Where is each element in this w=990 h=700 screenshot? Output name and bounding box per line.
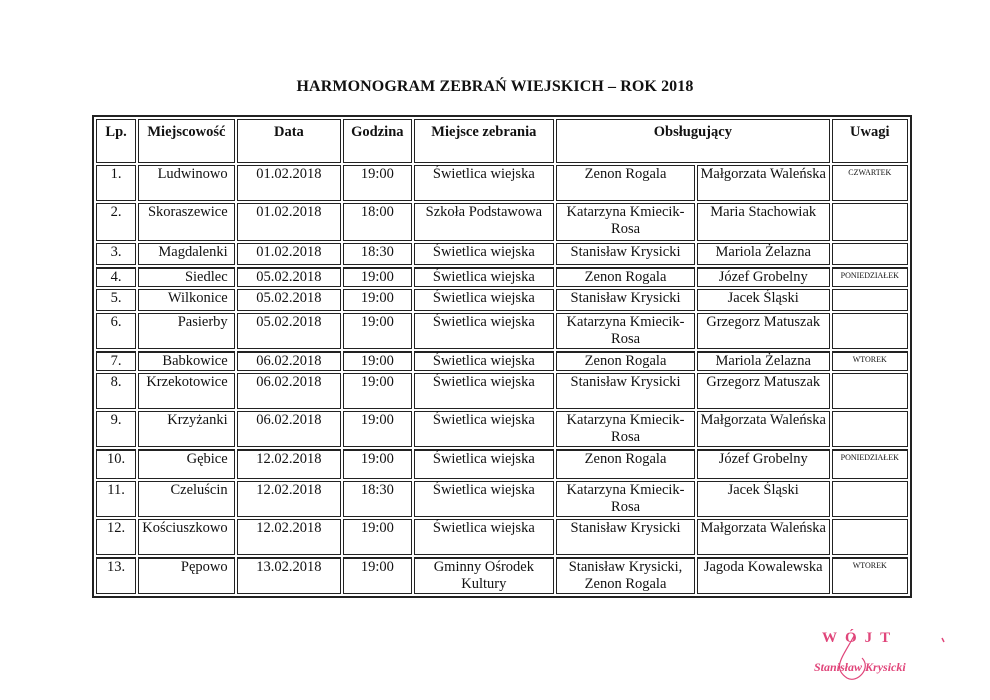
cell-obs1: Zenon Rogala <box>556 351 695 371</box>
document-title: HARMONOGRAM ZEBRAŃ WIEJSKICH – ROK 2018 <box>296 78 694 95</box>
cell-lp: 5. <box>96 289 136 311</box>
table-row <box>96 289 908 311</box>
cell-uwagi <box>832 289 908 311</box>
cell-miejscowosc: Magdalenki <box>138 243 234 265</box>
cell-lp: 11. <box>96 481 136 517</box>
cell-miejscowosc: Wilkonice <box>138 289 234 311</box>
cell-uwagi: CZWARTEK <box>832 165 908 201</box>
cell-godzina: 19:00 <box>343 267 411 287</box>
cell-miejscowosc: Pasierby <box>138 313 234 349</box>
cell-miejscowosc: Siedlec <box>138 267 234 287</box>
cell-lp: 2. <box>96 203 136 241</box>
cell-godzina: 19:00 <box>343 449 411 479</box>
cell-miejscowosc: Skoraszewice <box>138 203 234 241</box>
cell-data: 05.02.2018 <box>237 289 342 311</box>
cell-miejscowosc: Kościuszkowo <box>138 519 234 555</box>
cell-godzina: 19:00 <box>343 351 411 371</box>
cell-data: 12.02.2018 <box>237 519 342 555</box>
cell-uwagi <box>832 313 908 349</box>
cell-uwagi: WTOREK <box>832 351 908 371</box>
cell-obs1: Katarzyna Kmiecik-Rosa <box>556 203 695 241</box>
cell-miejscowosc: Gębice <box>138 449 234 479</box>
cell-miejscowosc: Krzekotowice <box>138 373 234 409</box>
table-row <box>96 519 908 555</box>
cell-uwagi: PONIEDZIAŁEK <box>832 449 908 479</box>
cell-lp: 8. <box>96 373 136 409</box>
cell-lp: 7. <box>96 351 136 371</box>
cell-lp: 12. <box>96 519 136 555</box>
cell-obs1: Stanisław Krysicki <box>556 243 695 265</box>
table-row <box>96 243 908 265</box>
header-miejscowosc: Miejscowość <box>138 119 234 163</box>
cell-miejsce: Świetlica wiejska <box>414 351 555 371</box>
cell-obs2: Jacek Śląski <box>697 481 830 517</box>
cell-godzina: 19:00 <box>343 313 411 349</box>
stamp-name: Stanisław Krysicki <box>814 660 906 674</box>
cell-data: 12.02.2018 <box>237 481 342 517</box>
cell-data: 06.02.2018 <box>237 373 342 409</box>
cell-obs1: Zenon Rogala <box>556 165 695 201</box>
cell-godzina: 18:30 <box>343 243 411 265</box>
table-row <box>96 313 908 349</box>
cell-data: 12.02.2018 <box>237 449 342 479</box>
cell-obs1: Katarzyna Kmiecik-Rosa <box>556 313 695 349</box>
cell-godzina: 18:30 <box>343 481 411 517</box>
cell-uwagi <box>832 519 908 555</box>
cell-obs1: Stanisław Krysicki, Zenon Rogala <box>556 557 695 594</box>
cell-uwagi: WTOREK <box>832 557 908 594</box>
cell-godzina: 19:00 <box>343 165 411 201</box>
cell-miejscowosc: Krzyżanki <box>138 411 234 447</box>
cell-obs2: Maria Stachowiak <box>697 203 830 241</box>
cell-obs1: Stanisław Krysicki <box>556 289 695 311</box>
table-row <box>96 449 908 479</box>
cell-lp: 4. <box>96 267 136 287</box>
cell-godzina: 19:00 <box>343 519 411 555</box>
cell-obs1: Katarzyna Kmiecik-Rosa <box>556 411 695 447</box>
cell-godzina: 18:00 <box>343 203 411 241</box>
cell-obs2: Małgorzata Waleńska <box>697 411 830 447</box>
cell-uwagi <box>832 203 908 241</box>
cell-miejscowosc: Czeluścin <box>138 481 234 517</box>
cell-data: 01.02.2018 <box>237 203 342 241</box>
cell-uwagi: PONIEDZIAŁEK <box>832 267 908 287</box>
header-data: Data <box>237 119 342 163</box>
cell-miejsce: Świetlica wiejska <box>414 313 555 349</box>
cell-miejsce: Świetlica wiejska <box>414 243 555 265</box>
cell-godzina: 19:00 <box>343 373 411 409</box>
cell-obs1: Zenon Rogala <box>556 449 695 479</box>
cell-obs2: Grzegorz Matuszak <box>697 373 830 409</box>
cell-miejsce: Świetlica wiejska <box>414 481 555 517</box>
table-row <box>96 481 908 517</box>
cell-miejscowosc: Babkowice <box>138 351 234 371</box>
cell-miejscowosc: Ludwinowo <box>138 165 234 201</box>
cell-uwagi <box>832 243 908 265</box>
cell-miejscowosc: Pępowo <box>138 557 234 594</box>
table-row <box>96 373 908 409</box>
cell-lp: 1. <box>96 165 136 201</box>
table-row <box>96 203 908 241</box>
cell-obs1: Stanisław Krysicki <box>556 373 695 409</box>
header-miejsce: Miejsce zebrania <box>414 119 555 163</box>
table-row <box>96 351 908 371</box>
cell-miejsce: Świetlica wiejska <box>414 165 555 201</box>
cell-data: 01.02.2018 <box>237 243 342 265</box>
cell-lp: 10. <box>96 449 136 479</box>
table-row <box>96 411 908 447</box>
cell-data: 06.02.2018 <box>237 411 342 447</box>
cell-lp: 9. <box>96 411 136 447</box>
cell-godzina: 19:00 <box>343 289 411 311</box>
cell-obs2: Mariola Żelazna <box>697 351 830 371</box>
header-lp: Lp. <box>96 119 136 163</box>
header-godzina: Godzina <box>343 119 411 163</box>
cell-data: 06.02.2018 <box>237 351 342 371</box>
cell-miejsce: Świetlica wiejska <box>414 267 555 287</box>
cell-lp: 3. <box>96 243 136 265</box>
cell-obs2: Mariola Żelazna <box>697 243 830 265</box>
cell-obs2: Małgorzata Waleńska <box>697 165 830 201</box>
cell-data: 05.02.2018 <box>237 267 342 287</box>
cell-miejsce: Świetlica wiejska <box>414 411 555 447</box>
cell-miejsce: Świetlica wiejska <box>414 373 555 409</box>
header-uwagi: Uwagi <box>832 119 908 163</box>
cell-uwagi <box>832 373 908 409</box>
cell-miejsce: Szkoła Podstawowa <box>414 203 555 241</box>
signature-stamp <box>802 628 962 688</box>
cell-miejsce: Gminny Ośrodek Kultury <box>414 557 555 594</box>
cell-obs2: Jacek Śląski <box>697 289 830 311</box>
cell-lp: 6. <box>96 313 136 349</box>
table-header-row <box>96 119 908 163</box>
cell-obs2: Józef Grobelny <box>697 449 830 479</box>
cell-obs2: Grzegorz Matuszak <box>697 313 830 349</box>
cell-uwagi <box>832 481 908 517</box>
cell-obs2: Józef Grobelny <box>697 267 830 287</box>
cell-obs1: Katarzyna Kmiecik-Rosa <box>556 481 695 517</box>
table-body <box>96 165 908 594</box>
cell-godzina: 19:00 <box>343 557 411 594</box>
cell-obs1: Stanisław Krysicki <box>556 519 695 555</box>
cell-lp: 13. <box>96 557 136 594</box>
cell-miejsce: Świetlica wiejska <box>414 519 555 555</box>
cell-miejsce: Świetlica wiejska <box>414 289 555 311</box>
cell-godzina: 19:00 <box>343 411 411 447</box>
cell-obs1: Zenon Rogala <box>556 267 695 287</box>
header-obslugujacy: Obsługujący <box>556 119 829 163</box>
cell-obs2: Małgorzata Waleńska <box>697 519 830 555</box>
cell-miejsce: Świetlica wiejska <box>414 449 555 479</box>
table-row <box>96 557 908 594</box>
table-row <box>96 267 908 287</box>
cell-data: 01.02.2018 <box>237 165 342 201</box>
table-row <box>96 165 908 201</box>
cell-obs2: Jagoda Kowalewska <box>697 557 830 594</box>
cell-data: 05.02.2018 <box>237 313 342 349</box>
stamp-title: WÓJT <box>822 630 899 646</box>
cell-data: 13.02.2018 <box>237 557 342 594</box>
schedule-table <box>92 115 912 598</box>
cell-uwagi <box>832 411 908 447</box>
